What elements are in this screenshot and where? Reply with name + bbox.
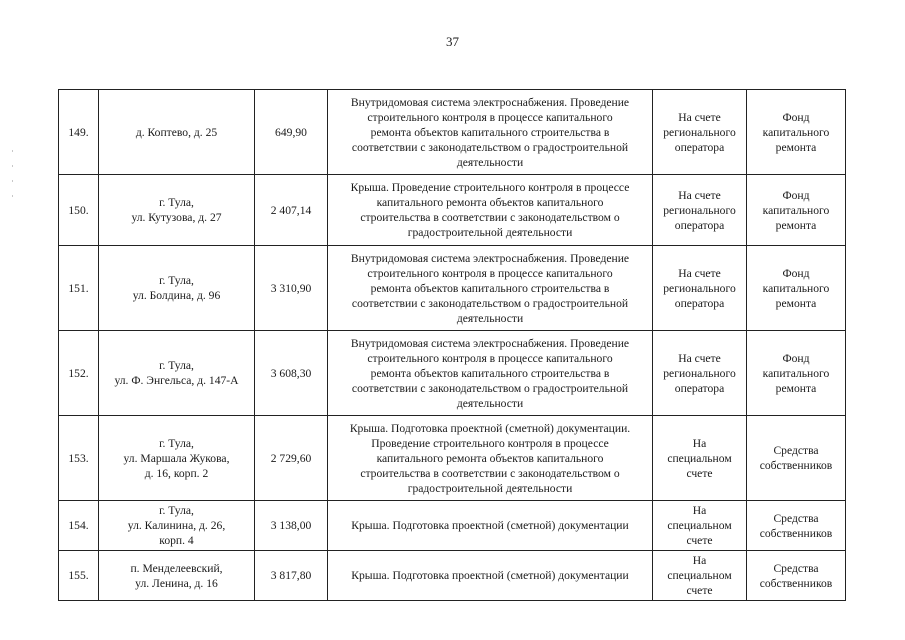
- fund-source-cell-line: капитального: [762, 281, 830, 295]
- table-row: [59, 175, 846, 246]
- margin-mark: [12, 165, 13, 167]
- address-cell-line: ул. Калинина, д. 26,: [127, 519, 226, 532]
- area-cell: 3 608,30: [255, 331, 328, 416]
- fund-source-cell-line: ремонта: [775, 218, 817, 232]
- address-cell: [99, 551, 255, 601]
- works-cell: [328, 416, 653, 501]
- table-row: [59, 90, 846, 175]
- account-cell-line: оператора: [674, 218, 725, 232]
- fund-source-cell-line: ремонта: [775, 296, 817, 310]
- account-cell-line: На: [692, 504, 707, 517]
- works-cell: [328, 246, 653, 331]
- address-cell-line: п. Менделеевский,: [130, 561, 223, 575]
- works-cell-line: строительного контроля в процессе капитального: [367, 351, 613, 365]
- area-cell: 3 138,00: [255, 501, 328, 551]
- address-cell-line: корп. 4: [159, 534, 194, 547]
- account-cell-line: регионального: [663, 203, 736, 217]
- works-cell-line: строительства в соответствии с законодательством о: [360, 466, 620, 480]
- works-cell-line: соответствии с законодательством о градостроительной: [351, 381, 629, 395]
- works-cell: [328, 551, 653, 601]
- account-cell-line: На счете: [678, 266, 721, 280]
- works-cell-line: градостроительной деятельности: [407, 481, 573, 495]
- works-cell-line: строительного контроля в процессе капитального: [367, 110, 613, 124]
- works-cell-line: строительного контроля в процессе капитального: [367, 266, 613, 280]
- row-number: 154.: [59, 501, 99, 551]
- fund-source-cell-line: Фонд: [782, 110, 810, 124]
- fund-source-cell-line: капитального: [762, 203, 830, 217]
- address-cell: [99, 416, 255, 501]
- data-table: [58, 89, 846, 601]
- address-cell-line: ул. Кутузова, д. 27: [131, 211, 222, 224]
- works-cell-line: соответствии с законодательством о градостроительной: [351, 296, 629, 310]
- works-cell-line: Внутридомовая система электроснабжения. Проведение: [350, 251, 630, 265]
- fund-source-cell: [747, 175, 846, 246]
- area-cell: 2 729,60: [255, 416, 328, 501]
- address-cell: [99, 331, 255, 416]
- fund-source-cell: [747, 331, 846, 416]
- account-cell-line: специальном: [667, 569, 732, 582]
- works-cell-line: ремонта объектов капитального строительства в: [370, 125, 610, 139]
- works-cell-line: Внутридомовая система электроснабжения. Проведение: [350, 336, 630, 350]
- fund-source-cell-line: Фонд: [782, 188, 810, 202]
- fund-source-cell-line: ремонта: [775, 381, 817, 395]
- account-cell-line: специальном: [667, 519, 732, 532]
- address-cell-line: ул. Ф. Энгельса, д. 147-А: [114, 374, 239, 387]
- row-number: 149.: [59, 90, 99, 175]
- table-row: [59, 551, 846, 601]
- account-cell-line: На: [692, 554, 707, 567]
- row-number: 151.: [59, 246, 99, 331]
- row-number: 152.: [59, 331, 99, 416]
- account-cell-line: регионального: [663, 125, 736, 139]
- address-cell-line: г. Тула,: [159, 274, 194, 287]
- account-cell: [653, 416, 747, 501]
- address-cell-line: ул. Болдина, д. 96: [132, 289, 221, 302]
- works-cell: [328, 175, 653, 246]
- works-cell-line: деятельности: [456, 311, 524, 325]
- account-cell-line: оператора: [674, 296, 725, 310]
- address-cell: [99, 246, 255, 331]
- fund-source-cell-line: капитального: [762, 125, 830, 139]
- address-cell-line: ул. Ленина, д. 16: [135, 576, 218, 590]
- works-cell-line: строительства в соответствии с законодательством о: [360, 211, 620, 224]
- address-cell-line: г. Тула,: [159, 196, 194, 209]
- account-cell-line: На счете: [678, 351, 721, 365]
- account-cell-line: оператора: [674, 140, 725, 154]
- area-cell: 2 407,14: [255, 175, 328, 246]
- works-cell-line: Внутридомовая система электроснабжения. Проведение: [350, 95, 630, 109]
- fund-source-cell-line: Средства: [773, 444, 819, 457]
- account-cell: [653, 90, 747, 175]
- works-cell-line: Крыша. Проведение строительного контроля в процессе: [350, 181, 630, 194]
- works-cell: [328, 501, 653, 551]
- table-row: [59, 331, 846, 416]
- account-cell-line: регионального: [663, 281, 736, 295]
- margin-mark: [12, 195, 13, 197]
- fund-source-cell: [747, 246, 846, 331]
- row-number: 155.: [59, 551, 99, 601]
- account-cell-line: регионального: [663, 366, 736, 380]
- table-row: [59, 416, 846, 501]
- account-cell-line: специальном: [667, 451, 732, 465]
- works-cell: [328, 90, 653, 175]
- address-cell: [99, 90, 255, 175]
- fund-source-cell-line: собственников: [759, 459, 833, 472]
- fund-source-cell-line: ремонта: [775, 140, 817, 154]
- fund-source-cell-line: Средства: [773, 561, 819, 575]
- account-cell-line: На: [692, 436, 707, 450]
- table-row: [59, 501, 846, 551]
- account-cell-line: счете: [686, 466, 713, 480]
- fund-source-cell: [747, 416, 846, 501]
- address-cell-line: ул. Маршала Жукова,: [123, 451, 230, 465]
- area-cell: 3 817,80: [255, 551, 328, 601]
- account-cell: [653, 246, 747, 331]
- fund-source-cell-line: Фонд: [782, 351, 810, 365]
- table-body: [59, 90, 846, 601]
- works-cell-line: ремонта объектов капитального строительства в: [370, 281, 610, 295]
- row-number: 153.: [59, 416, 99, 501]
- account-cell-line: На счете: [678, 188, 721, 202]
- fund-source-cell: [747, 501, 846, 551]
- fund-source-cell-line: капитального: [762, 366, 830, 380]
- account-cell: [653, 501, 747, 551]
- works-cell-line: градостроительной деятельности: [407, 226, 573, 239]
- fund-source-cell-line: Фонд: [782, 266, 810, 280]
- address-cell: [99, 501, 255, 551]
- account-cell: [653, 551, 747, 601]
- margin-mark: [12, 150, 13, 152]
- fund-source-cell: [747, 551, 846, 601]
- works-cell-line: Крыша. Подготовка проектной (сметной) документации: [351, 519, 629, 532]
- account-cell: [653, 175, 747, 246]
- works-cell-line: Крыша. Подготовка проектной (сметной) документации.: [349, 421, 631, 435]
- works-cell-line: деятельности: [456, 155, 524, 169]
- fund-source-cell-line: собственников: [759, 526, 833, 540]
- account-cell: [653, 331, 747, 416]
- works-cell: [328, 331, 653, 416]
- address-cell-line: д. 16, корп. 2: [144, 466, 209, 480]
- account-cell-line: оператора: [674, 381, 725, 395]
- works-cell-line: ремонта объектов капитального строительства в: [370, 366, 610, 380]
- table-row: [59, 246, 846, 331]
- works-cell-line: капитального ремонта объектов капитального: [376, 196, 604, 209]
- address-cell-line: г. Тула,: [159, 359, 194, 372]
- row-number: 150.: [59, 175, 99, 246]
- address-cell-line: г. Тула,: [159, 504, 194, 517]
- account-cell-line: счете: [686, 534, 713, 547]
- works-cell-line: соответствии с законодательством о градостроительной: [351, 140, 629, 154]
- works-cell-line: Проведение строительного контроля в процессе: [371, 436, 609, 450]
- fund-source-cell: [747, 90, 846, 175]
- area-cell: 649,90: [255, 90, 328, 175]
- page-number: 37: [446, 34, 459, 49]
- margin-mark: [12, 180, 13, 182]
- address-cell-line: г. Тула,: [159, 436, 194, 450]
- works-cell-line: Крыша. Подготовка проектной (сметной) документации: [351, 569, 629, 582]
- area-cell: 3 310,90: [255, 246, 328, 331]
- works-cell-line: капитального ремонта объектов капитального: [376, 451, 604, 465]
- address-cell: [99, 175, 255, 246]
- account-cell-line: На счете: [678, 110, 721, 124]
- account-cell-line: счете: [686, 584, 713, 597]
- fund-source-cell-line: собственников: [759, 576, 833, 590]
- fund-source-cell-line: Средства: [773, 511, 819, 525]
- works-cell-line: деятельности: [456, 396, 524, 410]
- address-cell-line: д. Коптево, д. 25: [135, 125, 218, 139]
